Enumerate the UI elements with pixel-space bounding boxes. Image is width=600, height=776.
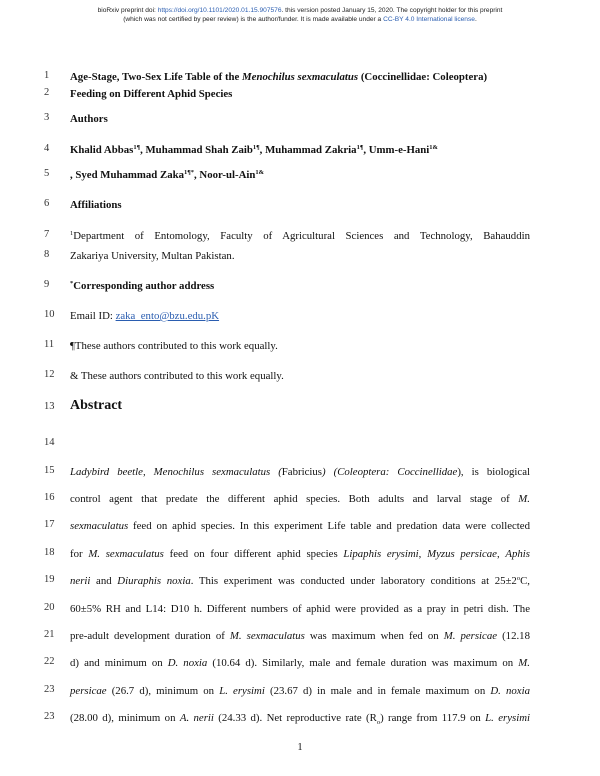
line-number: 3 [44, 112, 50, 123]
abstract-italic: Coleoptera: Coccinellidae [337, 466, 458, 478]
title-species: Menochilus sexmaculatus [242, 71, 359, 83]
abstract-italic: D. noxia [490, 685, 530, 697]
abstract-italic: sexmaculatus [70, 520, 129, 532]
abstract-line-14 [70, 465, 530, 479]
line-number: 5 [44, 168, 50, 179]
paper-title-line-1 [70, 70, 530, 84]
author-sup: 1¶ [133, 144, 141, 151]
authors-heading: Authors [70, 113, 108, 125]
abstract-text: (24.33 d). Net reproductive rate (R [213, 712, 377, 724]
author-sup: 1¶ [356, 144, 364, 151]
line-number: 6 [44, 198, 50, 209]
line-number: 23 [44, 711, 55, 722]
abstract-italic: Aphis [505, 548, 530, 560]
author-sup: 1& [255, 169, 265, 176]
abstract-line-22 [70, 684, 530, 698]
line-number: 13 [44, 401, 55, 412]
author-name: , Muhammad Shah Zaib [140, 144, 253, 156]
line-number: 10 [44, 309, 55, 320]
title-text: (Coccinellidae: Coleoptera) [358, 71, 488, 83]
preprint-line-1 [0, 6, 600, 15]
preprint-text: . this version posted January 15, 2020. The copyright holder for this preprint [281, 7, 503, 14]
abstract-italic: Ladybird beetle, Menochilus sexmaculatus ( [70, 466, 282, 478]
author-sup: 1¶ [252, 144, 260, 151]
abstract-line-16 [70, 519, 530, 533]
affiliations-heading: Affiliations [70, 199, 122, 211]
line-number: 15 [44, 465, 55, 476]
abstract-text: . This experiment was conducted under laboratory conditions at 25±2 [190, 575, 517, 587]
abstract-text: , [418, 548, 428, 560]
line-number: 19 [44, 574, 55, 585]
abstract-italic: M. [518, 493, 530, 505]
abstract-text: was maximum when fed on [304, 630, 444, 642]
line-number: 16 [44, 492, 55, 503]
abstract-italic: Lipaphis erysimi [343, 548, 419, 560]
email-link[interactable]: zaka_ento@bzu.edu.pK [115, 310, 220, 322]
line-number: 1 [44, 70, 50, 81]
line-number: 14 [44, 437, 55, 448]
abstract-line-20 [70, 629, 530, 643]
author-name: , Noor-ul-Ain [194, 169, 256, 181]
line-number: 8 [44, 249, 50, 260]
author-name: , Umm-e-Hani [363, 144, 430, 156]
email-line [70, 309, 530, 323]
equal-contribution-note-1: ¶These authors contributed to this work equally. [70, 340, 278, 352]
line-number: 7 [44, 229, 50, 240]
email-label: Email ID: [70, 310, 116, 322]
author-sup: 1& [429, 144, 438, 151]
equal-contribution-note-2: & These authors contributed to this work equally. [70, 370, 284, 382]
degree-sup: o [516, 575, 521, 582]
abstract-text: (12.18 [497, 630, 530, 642]
preprint-line-2 [0, 15, 600, 24]
abstract-line-19: 60±5% RH and L14: D10 h. Different numbers of aphid were provided as a pray in petri dish. The [70, 603, 530, 615]
abstract-text: ), is biological [457, 466, 530, 478]
abstract-italic: nerii [70, 575, 91, 587]
abstract-line-23 [70, 711, 530, 725]
abstract-italic: L. erysimi [485, 712, 530, 724]
affiliation-line-1 [70, 229, 530, 243]
abstract-line-18 [70, 574, 530, 588]
abstract-italic: Myzus persicae [427, 548, 497, 560]
affiliation-line-2: Zakariya University, Multan Pakistan. [70, 250, 235, 262]
abstract-text: d) and minimum on [70, 657, 168, 669]
abstract-italic: M. sexmaculatus [229, 630, 305, 642]
abstract-text: and [90, 575, 118, 587]
abstract-text: , [496, 548, 506, 560]
doi-link[interactable]: https://doi.org/10.1101/2020.01.15.907576 [157, 7, 282, 14]
abstract-text: pre-adult development duration of [70, 630, 230, 642]
abstract-text: (28.00 d), minimum on [70, 712, 180, 724]
abstract-text: for [70, 548, 89, 560]
affiliation-text: Department of Entomology, Faculty of Agricultural Sciences and Technology, Bahauddin [73, 230, 530, 242]
abstract-italic: Diuraphis noxia [117, 575, 191, 587]
author-name: Khalid Abbas [70, 144, 134, 156]
corresponding-text: Corresponding author address [73, 280, 215, 292]
abstract-italic: D. noxia [167, 657, 208, 669]
abstract-italic: M. sexmaculatus [88, 548, 164, 560]
page-number: 1 [297, 742, 303, 753]
affiliation-sup: 1 [70, 230, 74, 237]
abstract-italic: M. persicae [443, 630, 498, 642]
ro-sub: o [376, 719, 381, 727]
author-name: , Syed Muhammad Zaka [70, 169, 184, 181]
authors-line-1 [70, 143, 530, 157]
abstract-italic: M. [518, 657, 530, 669]
abstract-italic: L. erysimi [219, 685, 265, 697]
paper-title-line-2: Feeding on Different Aphid Species [70, 88, 233, 100]
abstract-italic: A. nerii [179, 712, 214, 724]
corresponding-heading [70, 279, 530, 293]
line-number: 22 [44, 656, 55, 667]
author-sup: 1¶* [184, 169, 195, 176]
line-number: 20 [44, 602, 55, 613]
abstract-text: (23.67 d) in male and in female maximum on [264, 685, 491, 697]
abstract-text: control agent that predate the different aphid species. Both adults and larval stage of [70, 493, 519, 505]
abstract-text: (10.64 d). Similarly, male and female duration was maximum on [207, 657, 519, 669]
preprint-text: (which was not certified by peer review) is the author/funder. It is made available under a [123, 16, 384, 23]
corresponding-sup: * [70, 280, 74, 287]
line-number: 4 [44, 143, 50, 154]
abstract-text: ) range from 117.9 on [380, 712, 486, 724]
abstract-line-15 [70, 492, 530, 506]
preprint-header [0, 6, 600, 24]
abstract-text: feed on aphid species. In this experiment Life table and predation data were collected [128, 520, 530, 532]
line-number: 17 [44, 519, 55, 530]
abstract-italic: persicae [70, 685, 107, 697]
line-number: 9 [44, 279, 50, 290]
abstract-italic: ) ( [321, 466, 338, 478]
license-link[interactable]: CC-BY 4.0 International license [383, 16, 475, 23]
preprint-text: . [474, 16, 477, 23]
title-text: Age-Stage, Two-Sex Life Table of the [70, 71, 243, 83]
abstract-text: C, [520, 575, 530, 587]
line-number: 12 [44, 369, 55, 380]
line-number: 23 [44, 684, 55, 695]
line-number: 11 [44, 339, 55, 350]
abstract-heading: Abstract [70, 398, 123, 413]
line-number: 18 [44, 547, 55, 558]
line-number: 21 [44, 629, 55, 640]
abstract-line-21 [70, 656, 530, 670]
abstract-text: (26.7 d), minimum on [106, 685, 220, 697]
author-name: , Muhammad Zakria [259, 144, 357, 156]
preprint-text: bioRxiv preprint doi: [97, 7, 158, 14]
abstract-text: feed on four different aphid species [163, 548, 344, 560]
abstract-line-17 [70, 547, 530, 561]
authors-line-2 [70, 168, 530, 182]
abstract-text: Fabricius [281, 466, 322, 478]
line-number: 2 [44, 87, 50, 98]
